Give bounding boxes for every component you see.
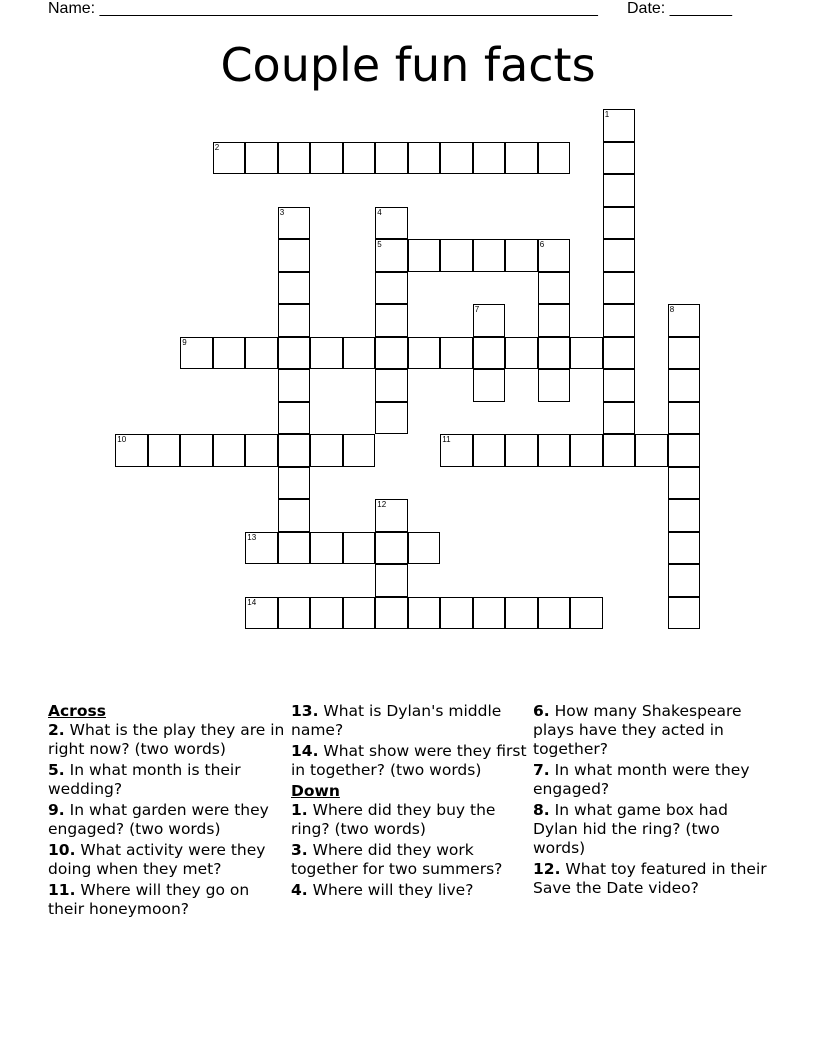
crossword-cell[interactable] xyxy=(603,337,636,370)
crossword-cell[interactable] xyxy=(375,597,408,630)
clues-column-3 xyxy=(533,702,773,900)
crossword-cell[interactable] xyxy=(538,239,571,272)
clue-number: 13 xyxy=(247,532,257,542)
crossword-cell[interactable] xyxy=(343,434,376,467)
crossword-cell[interactable] xyxy=(213,337,246,370)
crossword-cell[interactable] xyxy=(375,532,408,565)
crossword-cell[interactable] xyxy=(538,304,571,337)
crossword-cell[interactable] xyxy=(473,434,506,467)
crossword-cell[interactable] xyxy=(538,337,571,370)
clue-down-6: 6. How many Shakespeare plays have they acted in together? xyxy=(533,702,742,758)
page-title: Couple fun facts xyxy=(220,38,596,92)
clue-across-10: 10. What activity were they doing when they met? xyxy=(48,841,266,878)
crossword-cell[interactable] xyxy=(505,434,538,467)
crossword-cell[interactable] xyxy=(668,337,701,370)
clue-across-11: 11. Where will they go on their honeymoon? xyxy=(48,881,250,918)
crossword-cell[interactable] xyxy=(375,142,408,175)
crossword-cell[interactable] xyxy=(180,337,213,370)
crossword-cell[interactable] xyxy=(408,532,441,565)
crossword-cell[interactable] xyxy=(245,597,278,630)
crossword-cell[interactable] xyxy=(408,142,441,175)
crossword-cell[interactable] xyxy=(213,434,246,467)
crossword-cell[interactable] xyxy=(278,272,311,305)
clue-across-9: 9. In what garden were they engaged? (two words) xyxy=(48,801,269,838)
clue-number: 11 xyxy=(442,435,451,445)
crossword-cell[interactable] xyxy=(408,337,441,370)
crossword-cell[interactable] xyxy=(408,597,441,630)
crossword-cell[interactable] xyxy=(245,337,278,370)
crossword-cell[interactable] xyxy=(408,239,441,272)
crossword-cell[interactable] xyxy=(343,597,376,630)
crossword-cell[interactable] xyxy=(668,304,701,337)
crossword-cell[interactable] xyxy=(603,142,636,175)
crossword-cell[interactable] xyxy=(668,597,701,630)
clue-across-5: 5. In what month is their wedding? xyxy=(48,761,241,798)
crossword-cell[interactable] xyxy=(343,532,376,565)
crossword-cell[interactable] xyxy=(278,532,311,565)
crossword-cell[interactable] xyxy=(603,304,636,337)
crossword-cell[interactable] xyxy=(375,239,408,272)
clue-number: 14 xyxy=(247,597,257,607)
crossword-cell[interactable] xyxy=(278,207,311,240)
crossword-cell[interactable] xyxy=(603,434,636,467)
crossword-cell[interactable] xyxy=(440,239,473,272)
crossword-cell[interactable] xyxy=(603,272,636,305)
crossword-cell[interactable] xyxy=(375,499,408,532)
crossword-cell[interactable] xyxy=(603,239,636,272)
crossword-cell[interactable] xyxy=(440,434,473,467)
name-field-label: Name: ________________________________________________________ xyxy=(48,0,598,17)
crossword-cell[interactable] xyxy=(440,142,473,175)
crossword-cell[interactable] xyxy=(603,207,636,240)
clues-column-1 xyxy=(48,702,288,921)
crossword-cell[interactable] xyxy=(668,467,701,500)
crossword-cell[interactable] xyxy=(668,564,701,597)
crossword-cell[interactable] xyxy=(440,597,473,630)
crossword-cell[interactable] xyxy=(375,564,408,597)
crossword-cell[interactable] xyxy=(505,597,538,630)
crossword-cell[interactable] xyxy=(603,174,636,207)
crossword-cell[interactable] xyxy=(473,142,506,175)
crossword-cell[interactable] xyxy=(538,369,571,402)
crossword-cell[interactable] xyxy=(668,532,701,565)
crossword-cell[interactable] xyxy=(538,272,571,305)
crossword-cell[interactable] xyxy=(375,402,408,435)
crossword-cell[interactable] xyxy=(603,109,636,142)
crossword-cell[interactable] xyxy=(278,239,311,272)
clues-column-2 xyxy=(291,702,531,902)
crossword-cell[interactable] xyxy=(603,402,636,435)
clue-number: 4 xyxy=(377,207,382,217)
crossword-cell[interactable] xyxy=(505,337,538,370)
date-field-label: Date: _______ xyxy=(627,0,732,17)
clue-number: 6 xyxy=(539,240,545,250)
crossword-cell[interactable] xyxy=(310,597,343,630)
crossword-cell[interactable] xyxy=(278,402,311,435)
down-heading: Down xyxy=(291,782,340,800)
crossword-cell[interactable] xyxy=(310,532,343,565)
crossword-cell[interactable] xyxy=(668,369,701,402)
crossword-cell[interactable] xyxy=(278,337,311,370)
crossword-cell[interactable] xyxy=(505,239,538,272)
crossword-cell[interactable] xyxy=(278,304,311,337)
clue-number: 10 xyxy=(117,435,127,445)
across-heading: Across xyxy=(48,702,106,720)
clue-down-3: 3. Where did they work together for two summers? xyxy=(291,841,503,878)
crossword-cell[interactable] xyxy=(440,337,473,370)
clue-number: 9 xyxy=(182,337,187,347)
crossword-cell[interactable] xyxy=(570,597,603,630)
clue-number: 8 xyxy=(669,305,675,315)
crossword-cell[interactable] xyxy=(278,369,311,402)
crossword-cell[interactable] xyxy=(245,434,278,467)
crossword-cell[interactable] xyxy=(278,434,311,467)
crossword-cell[interactable] xyxy=(668,402,701,435)
crossword-cell[interactable] xyxy=(180,434,213,467)
clue-number: 2 xyxy=(214,142,220,152)
crossword-cell[interactable] xyxy=(343,337,376,370)
crossword-cell[interactable] xyxy=(473,304,506,337)
clue-number: 5 xyxy=(377,240,382,250)
clue-down-12: 12. What toy featured in their Save the Date video? xyxy=(533,860,767,897)
crossword-cell[interactable] xyxy=(375,207,408,240)
crossword-cell[interactable] xyxy=(570,434,603,467)
crossword-cell[interactable] xyxy=(473,597,506,630)
crossword-cell[interactable] xyxy=(538,434,571,467)
clue-across-2: 2. What is the play they are in right now? (two words) xyxy=(48,721,285,758)
crossword-cell[interactable] xyxy=(310,337,343,370)
crossword-cell[interactable] xyxy=(375,369,408,402)
clue-number: 12 xyxy=(377,500,387,510)
clue-across-13: 13. What is Dylan's middle name? xyxy=(291,702,502,739)
crossword-cell[interactable] xyxy=(278,467,311,500)
clue-down-1: 1. Where did they buy the ring? (two words) xyxy=(291,801,496,838)
crossword-cell[interactable] xyxy=(375,272,408,305)
crossword-cell[interactable] xyxy=(148,434,181,467)
crossword-cell[interactable] xyxy=(668,499,701,532)
crossword-cell[interactable] xyxy=(213,142,246,175)
crossword-cell[interactable] xyxy=(603,369,636,402)
crossword-cell[interactable] xyxy=(375,304,408,337)
crossword-cell[interactable] xyxy=(115,434,148,467)
crossword-cell[interactable] xyxy=(278,597,311,630)
clue-number: 3 xyxy=(279,207,285,217)
crossword-cell[interactable] xyxy=(473,239,506,272)
crossword-cell[interactable] xyxy=(310,434,343,467)
crossword-cell[interactable] xyxy=(473,369,506,402)
crossword-cell[interactable] xyxy=(310,142,343,175)
crossword-cell[interactable] xyxy=(343,142,376,175)
crossword-cell[interactable] xyxy=(635,434,668,467)
crossword-cell[interactable] xyxy=(668,434,701,467)
clue-number: 1 xyxy=(604,110,610,120)
crossword-cell[interactable] xyxy=(375,337,408,370)
clue-down-8: 8. In what game box had Dylan hid the ring? (two words) xyxy=(533,801,728,857)
clue-across-14: 14. What show were they first in together? (two words) xyxy=(291,742,527,779)
clue-down-4: 4. Where will they live? xyxy=(291,881,474,899)
crossword-cell[interactable] xyxy=(570,337,603,370)
crossword-cell[interactable] xyxy=(505,142,538,175)
crossword-cell[interactable] xyxy=(538,142,571,175)
crossword-cell[interactable] xyxy=(245,532,278,565)
crossword-cell[interactable] xyxy=(278,499,311,532)
crossword-cell[interactable] xyxy=(278,142,311,175)
clue-down-7: 7. In what month were they engaged? xyxy=(533,761,750,798)
crossword-cell[interactable] xyxy=(538,597,571,630)
clue-number: 7 xyxy=(474,305,480,315)
crossword-cell[interactable] xyxy=(473,337,506,370)
crossword-cell[interactable] xyxy=(245,142,278,175)
